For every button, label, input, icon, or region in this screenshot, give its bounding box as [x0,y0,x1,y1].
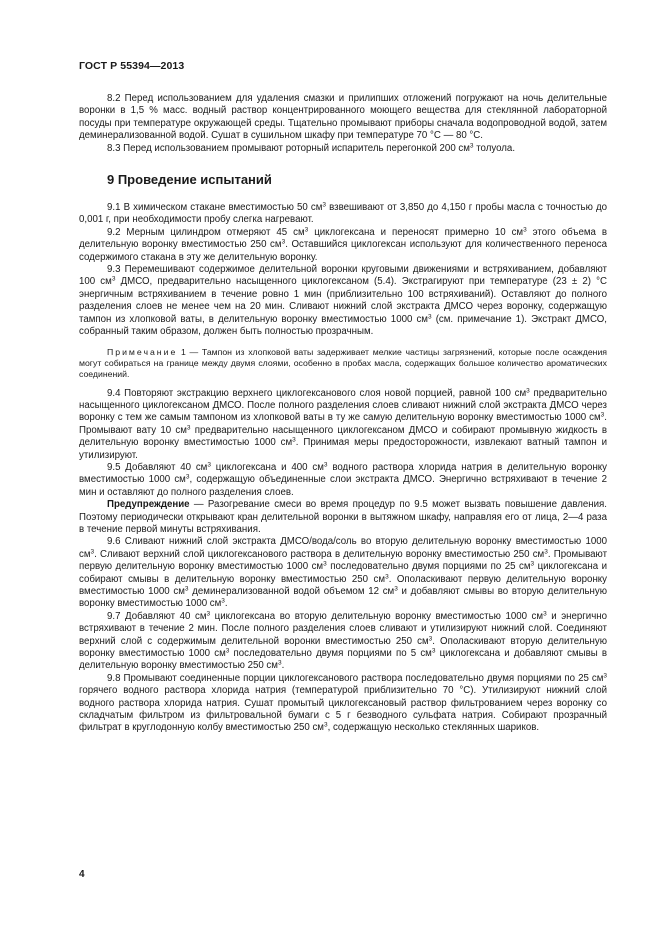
paragraph-9-7: 9.7 Добавляют 40 $см^3$ циклогексана во вторую делительную воронку вместимостью 1000 $см^3$ и энергично встряхивают в течение 2 мин. После полного разделения слоев сливают и утилизируют нижний слой. Соединяют верхний слой с содержимым делительной воронки вместимостью 250 $см^3$. Ополаскивают вторую делительную воронку вместимостью 1000 $см^3$ последовательно двумя порциями по 5 $см^3$ циклогексана и добавляют смывы в делительную воронку вместимостью 250 $см^3$. [79,610,608,672]
note-1: Примечание 1 — Тампон из хлопковой ваты задерживает мелкие частицы загрязнений, которые после осаждения могут собираться на границе между двумя слоями, особенно в пробах масла, содержащих большое количество ароматических соединений. [79,346,607,379]
paragraph-9-2: 9.2 Мерным цилиндром отмеряют 45 $см^3$ циклогексана и переносят примерно 10 $см^3$ этого объема в делительную воронку вместимостью 250 $см^3$. Оставшийся циклогексан используют для количественного переноса содержимого стакана в эту же делительную воронку. [79,226,607,263]
page-number: 4 [79,869,85,880]
note-label: Примечание [107,346,178,357]
document-body [79,93,607,735]
paragraph-9-6: 9.6 Сливают нижний слой экстракта ДМСО/вода/соль во вторую делительную воронку вместимостью 1000 $см^3$. Сливают верхний слой циклогексанового раствора в делительную воронку вместимостью 250 $см^3$. Промывают первую делительную воронку вместимостью 1000 $см^3$ последовательно двумя порциями по 25 $см^3$ циклогексана и собирают смывы в делительную воронку вместимостью 250 $см^3$. Ополаскивают первую делительную воронку вместимостью 1000 $см^3$ деминерализованной водой объемом 12 $см^3$ и добавляют смывы во вторую делительную воронку вместимостью 1000 $см^3$. [79,536,608,610]
document-code-header: ГОСТ Р 55394—2013 [79,60,185,72]
paragraph-9-3: 9.3 Перемешивают содержимое делительной воронки круговыми движениями и встряхиванием, добавляют 100 $см^3$ ДМСО, предварительно насыщенного циклогексаном (5.4). Экстрагируют при температуре (23 ± 2) °С энергичным встряхиванием в течение ровно 1 мин (приблизительно 100 встряхиваний). Оставляют до полного разделения слоев не менее чем на 20 мин. Сливают нижний слой экстракта ДМСО через воронку, содержащую тампон из хлопковой ваты, в делительную воронку вместимостью 1000 $см^3$ (см. примечание 1). Экстракт ДМСО, собранный таким образом, должен быть полностью прозрачным. [79,264,607,338]
paragraph-9-1: 9.1 В химическом стакане вместимостью 50 $см^3$ взвешивают от 3,850 до 4,150 г пробы масла с точностью до 0,001 г, при необходимости пробу слегка нагревают. [79,201,607,226]
warning-label: Предупреждение [107,499,190,511]
paragraph-8-2: 8.2 Перед использованием для удаления смазки и прилипших отложений погружают на ночь делительные воронки в 1,5 % масс. водный раствор концентрированного моющего вещества для стеклянной лабораторной посуды при температуре окружающей среды. Тщательно промывают приборы сначала водопроводной водой, затем деминерализованной водой. Сушат в сушильном шкафу при температуре 70 °С — 80 °С. [79,93,607,142]
paragraph-9-4: 9.4 Повторяют экстракцию верхнего циклогексанового слоя новой порцией, равной 100 $см^3$ предварительно насыщенного циклогексаном ДМСО. После полного разделения слоев сливают нижний слой экстракта ДМСО через воронку с тем же самым тампоном из хлопковой ваты в ту же самую делительную воронку вместимостью 1000 $см^3$. Промывают вату 10 $см^3$ предварительно насыщенного циклогексаном ДМСО и собирают промывную жидкость в делительную воронку вместимостью 1000 $см^3$. Принимая меры предосторожности, извлекают ватный тампон и утилизируют. [79,387,607,461]
paragraph-9-8: 9.8 Промывают соединенные порции циклогексанового раствора последовательно двумя порциями по 25 $см^3$ горячего водного раствора хлорида натрия (температурой приблизительно 70 °С). Утилизируют нижний слой водного раствора хлорида натрия. Сушат промытый циклогексановый раствор фильтрованием через воронку со складчатым фильтром из фильтровальной бумаги с 5 г безводного сульфата натрия. Собирают прозрачный фильтрат в круглодонную колбу вместимостью 250 $см^3$, содержащую несколько стеклянных шариков. [79,672,607,734]
section-9-title: 9 Проведение испытаний [107,172,272,188]
paragraph-8-3: 8.3 Перед использованием промывают роторный испаритель перегонкой 200 $см^3$ толуола. [107,142,516,154]
warning-paragraph: Предупреждение — Разогревание смеси во время процедур по 9.5 может вызвать повышение давления. Поэтому периодически открывают кран делительной воронки в вытяжном шкафу, направляя его от лица, 2—4 раза в течение первой минуты встряхивания. [79,499,607,535]
paragraph-9-5: 9.5 Добавляют 40 $см^3$ циклогексана и 400 $см^3$ водного раствора хлорида натрия в делительную воронку вместимостью 1000 $см^3$, содержащую объединенные слои экстракта ДМСО. Энергично встряхивают в течение 2 мин и оставляют до полного разделения слоев. [79,461,607,498]
